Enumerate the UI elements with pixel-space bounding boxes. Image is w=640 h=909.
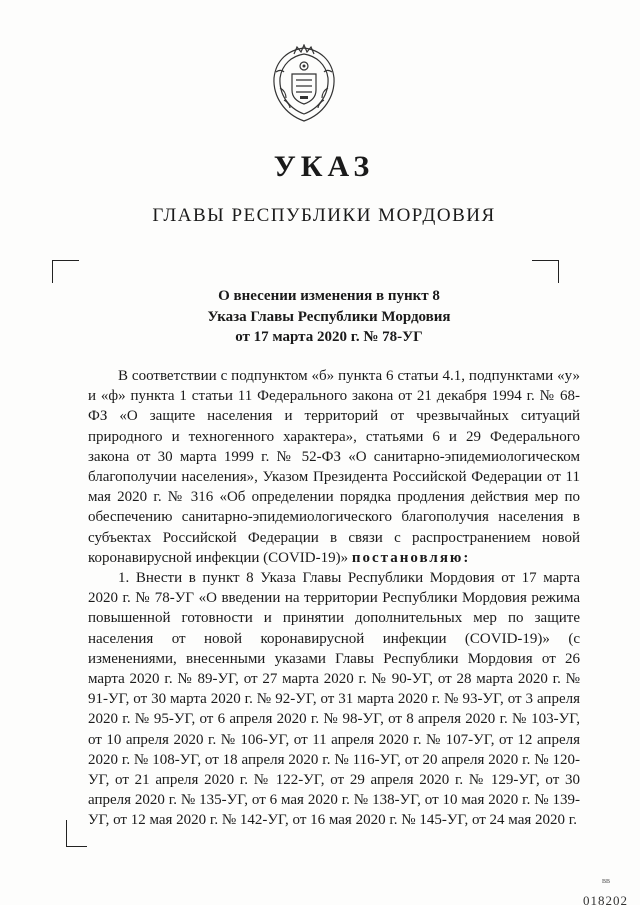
decree-word: постановляю: <box>351 549 471 566</box>
corner-mark-bottom-left <box>66 820 87 847</box>
preamble-text: В соответствии с подпунктом «б» пункта 6 статьи 4.1, подпунктами «у» и «ф» пункта 1 статьи 11 Федерального закона от 21 декабря 1994 г. № 68-ФЗ «О защите населения и территорий от чрезвычайных ситуаций природного и техногенного характера», статьями 6 и 29 Федерального закона от 30 марта 1999 г. № 52-ФЗ «О санитарно-эпидемиологическом благополучии населения», Указом Президента Российской Федерации от 11 мая 2020 г. № 316 «Об определении порядка продления действия мер по обеспечению санитарно-эпидемиологического благополучия населения в субъектах Российской Федерации в связи с распространением новой коронавирусной инфекции (COVID-19)» <box>88 368 580 566</box>
corner-mark-top-left <box>52 260 79 283</box>
item-1-text: 1. Внести в пункт 8 Указа Главы Республики Мордовия от 17 марта 2020 г. № 78-УГ «О введении на территории Республики Мордовия режима повышенной готовности и принятии дополнительных мер по защите населения от новой коронавирусной инфекции (COVID-19)» (с изменениями, внесенными указами Главы Республики Мордовия от 26 марта 2020 г. № 89-УГ, от 27 марта 2020 г. № 90-УГ, от 28 марта 2020 г. № 91-УГ, от 30 марта 2020 г. № 92-УГ, от 31 марта 2020 г. № 93-УГ, от 3 апреля 2020 г. № 95-УГ, от 6 апреля 2020 г. № 98-УГ, от 8 апреля 2020 г. № 103-УГ, от 10 апреля 2020 г. № 106-УГ, от 11 апреля 2020 г. № 107-УГ, от 12 апреля 2020 г. № 108-УГ, от 18 апреля 2020 г. № 116-УГ, от 20 апреля 2020 г. № 120-УГ, от 21 апреля 2020 г. № 122-УГ, от 29 апреля 2020 г. № 129-УГ, от 30 апреля 2020 г. № 135-УГ, от 6 мая 2020 г. № 138-УГ, от 10 мая 2020 г. № 139-УГ, от 12 мая 2020 г. № 142-УГ, от 16 мая 2020 г. № 145-УГ, от 24 мая 2020 г. <box>88 570 580 829</box>
preamble-paragraph <box>88 366 580 568</box>
coat-of-arms-icon <box>266 44 342 124</box>
small-mark: ВВ <box>601 879 610 885</box>
heading-line: Указа Главы Республики Мордовия <box>207 308 451 325</box>
heading-line: от 17 марта 2020 г. № 78-УГ <box>235 329 423 345</box>
document-heading <box>0 286 640 348</box>
item-1-paragraph <box>88 568 580 831</box>
page-serial-number: 018202 <box>583 893 628 908</box>
document-body <box>88 366 580 831</box>
corner-mark-top-right <box>532 260 559 283</box>
heading-line: О внесении изменения в пункт 8 <box>218 288 440 304</box>
document-title: УКАЗ <box>273 150 375 183</box>
document-subtitle: ГЛАВЫ РЕСПУБЛИКИ МОРДОВИЯ <box>152 205 496 226</box>
